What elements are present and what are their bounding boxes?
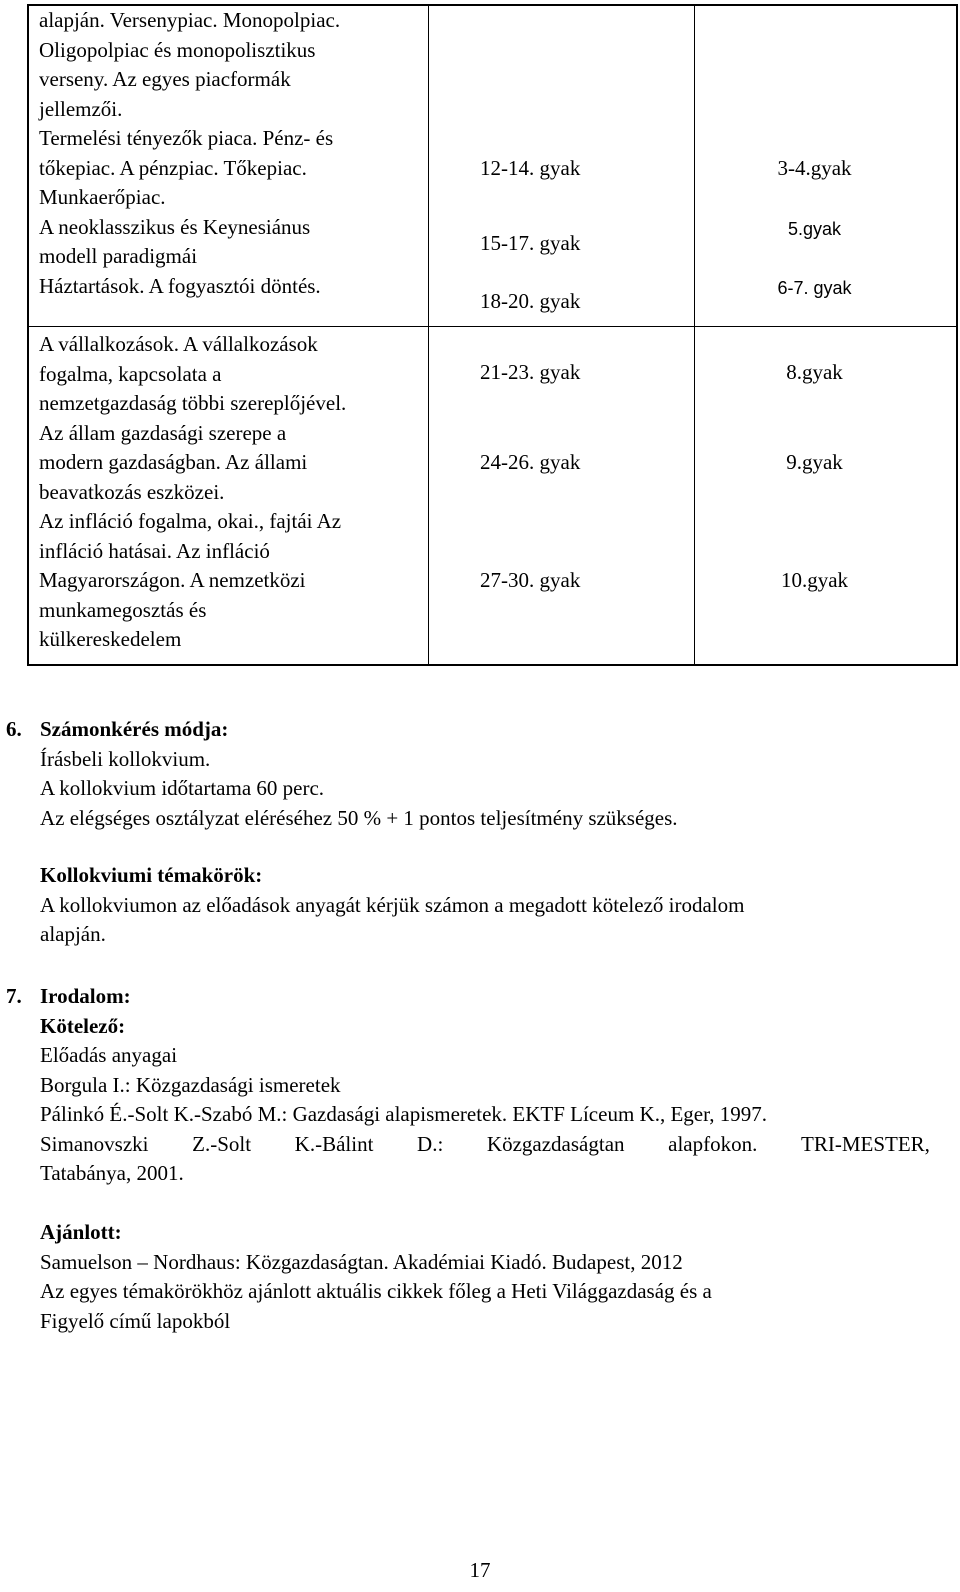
cell-line: tőkepiac. A pénzpiac. Tőkepiac.: [39, 155, 307, 180]
section-title: Irodalom:: [40, 984, 131, 1008]
table-cell-week: 21-23. gyak: [480, 360, 581, 384]
text-line: Az elégséges osztályzat eléréséhez 50 % + 1 pontos teljesítmény szükséges.: [40, 805, 678, 830]
table-cell-week: 27-30. gyak: [480, 568, 581, 592]
text-line: A kollokviumon az előadások anyagát kérjük számon a megadott kötelező irodalom: [40, 892, 745, 917]
reference-item: Előadás anyagai: [40, 1043, 178, 1067]
table-cell-week: 15-17. gyak: [480, 231, 581, 255]
cell-line: modern gazdaságban. Az állami: [39, 450, 308, 474]
cell-line: külkereskedelem: [39, 627, 182, 651]
text-line: alapján.: [40, 922, 106, 946]
section-7: [6, 982, 930, 1336]
text-line: A kollokvium időtartama 60 perc.: [40, 776, 325, 800]
cell-line: A neoklasszikus és Keynesiánus: [39, 214, 311, 239]
cell-line: nemzetgazdaság többi szereplőjével.: [39, 391, 347, 415]
cell-line: A vállalkozások. A vállalkozások: [39, 332, 318, 356]
section-number: 6.: [6, 717, 22, 741]
table-cell-practice: 9.gyak: [786, 450, 843, 474]
word: Közgazdaságtan: [486, 1131, 625, 1156]
cell-line: Az állam gazdasági szerepe a: [39, 420, 287, 445]
table-cell-practice: 5.gyak: [787, 219, 842, 239]
reference-item: Borgula I.: Közgazdasági ismeretek: [40, 1072, 341, 1097]
topics-heading: Kollokviumi témakörök:: [40, 863, 263, 887]
cell-line: alapján. Versenypiac. Monopolpiac.: [39, 8, 341, 32]
cell-line: munkamegosztás és: [39, 597, 207, 622]
word: Z.-Solt: [192, 1131, 252, 1156]
reference-item-justified: [40, 1130, 930, 1160]
table-divider: [428, 6, 429, 664]
table-cell-week: 12-14. gyak: [480, 156, 581, 180]
cell-line: jellemzői.: [39, 96, 123, 121]
table-cell-topics-2: [39, 330, 346, 655]
reference-item: Pálinkó É.-Solt K.-Szabó M.: Gazdasági alapismeretek. EKTF Líceum K., Eger, 1997.: [40, 1102, 767, 1126]
cell-line: Az infláció fogalma, okai., fajtái Az: [39, 509, 342, 533]
spacer: [40, 1189, 930, 1219]
word: alapfokon.: [668, 1131, 758, 1156]
word: TRI-MESTER,: [801, 1131, 930, 1156]
section-6: [6, 715, 678, 833]
table-cell-practice: 6-7. gyak: [777, 278, 852, 298]
reference-item: Tatabánya, 2001.: [40, 1161, 184, 1185]
table-cell-practice: 8.gyak: [786, 360, 843, 384]
cell-line: verseny. Az egyes piacformák: [39, 67, 291, 91]
exam-topics: [40, 861, 744, 950]
section-heading: [6, 715, 678, 745]
cell-line: Magyarországon. A nemzetközi: [39, 568, 306, 592]
cell-line: Termelési tényezők piaca. Pénz- és: [39, 126, 334, 150]
cell-line: infláció hatásai. Az infláció: [39, 538, 270, 563]
table-cell-week: 18-20. gyak: [480, 289, 581, 313]
page-number: 17: [469, 1558, 491, 1582]
reference-item: Az egyes témakörökhöz ajánlott aktuális cikkek főleg a Heti Világgazdaság és a: [40, 1279, 712, 1303]
text-line: Írásbeli kollokvium.: [40, 746, 211, 771]
reference-item: Samuelson – Nordhaus: Közgazdaságtan. Akadémiai Kiadó. Budapest, 2012: [40, 1249, 683, 1274]
required-heading: Kötelező:: [40, 1013, 126, 1038]
word: D.:: [417, 1131, 444, 1156]
word: K.-Bálint: [294, 1131, 374, 1156]
section-number: 7.: [6, 984, 22, 1008]
cell-line: fogalma, kapcsolata a: [39, 361, 222, 386]
cell-line: Munkaerőpiac.: [39, 185, 166, 209]
cell-line: Oligopolpiac és monopolisztikus: [39, 37, 316, 62]
table-divider: [29, 326, 956, 327]
table-cell-week: 24-26. gyak: [480, 450, 581, 474]
table-cell-practice: 3-4.gyak: [777, 156, 852, 180]
table-cell-practice: 10.gyak: [780, 568, 849, 592]
cell-line: modell paradigmái: [39, 244, 198, 268]
section-title: Számonkérés módja:: [40, 717, 229, 741]
section-heading: [6, 982, 930, 1012]
recommended-heading: Ajánlott:: [40, 1220, 122, 1244]
cell-line: beavatkozás eszközei.: [39, 479, 225, 504]
word: Simanovszki: [40, 1131, 149, 1156]
cell-line: Háztartások. A fogyasztói döntés.: [39, 273, 321, 298]
table-cell-topics-1: [39, 6, 340, 301]
reference-item: Figyelő című lapokból: [40, 1308, 231, 1333]
